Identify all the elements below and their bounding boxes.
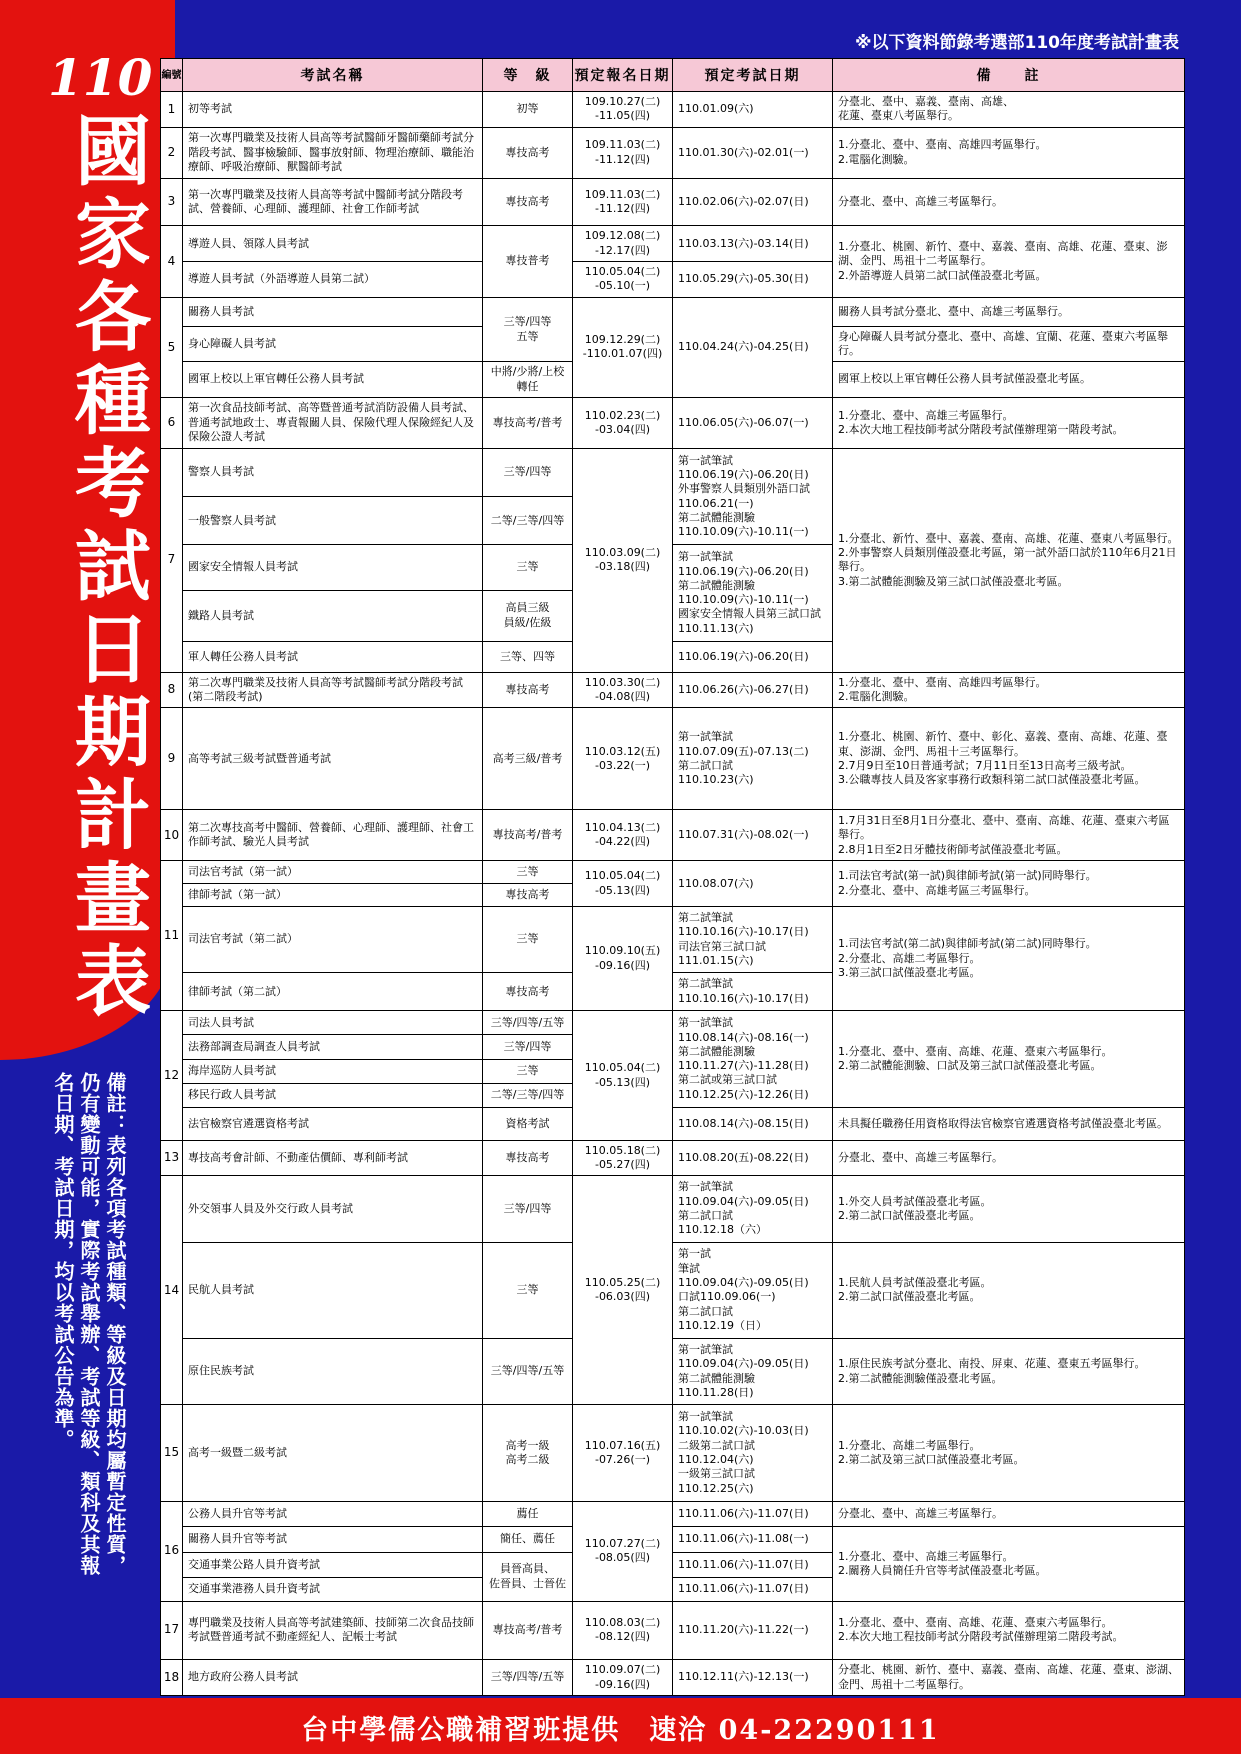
cell-name: 第二次專門職業及技術人員高等考試醫師考試分階段考試(第二階段考試)	[183, 672, 483, 708]
cell-name: 高考一級暨二級考試	[183, 1405, 483, 1502]
cell-name: 第一次專門職業及技術人員高等考試醫師牙醫師藥師考試分階段考試、醫事檢驗師、醫事放射師、物理治療師、職能治療師、呼吸治療師、獸醫師考試	[183, 127, 483, 178]
cell-reg: 110.03.12(五) -03.22(一)	[573, 708, 673, 810]
table-row	[161, 672, 1185, 708]
cell-reg: 110.08.03(二) -08.12(四)	[573, 1601, 673, 1659]
cell-note: 1.分臺北、桃園、新竹、臺中、彰化、嘉義、臺南、高雄、花蓮、臺東、澎湖、金門、馬祖十三考區舉行。 2.7月9日至10日普通考試；7月11日至13日高考三級考試。 3.公職專技人員及客家事務行政類科第二試口試僅設臺北考區。	[833, 708, 1185, 810]
table-row	[161, 226, 1185, 262]
cell-level: 三等、四等	[483, 641, 573, 672]
cell-level: 專技高考/普考	[483, 810, 573, 861]
source-note: ※以下資料節錄考選部110年度考試計畫表	[854, 33, 1179, 53]
cell-reg: 110.07.27(二) -08.05(四)	[573, 1501, 673, 1601]
cell-level: 三等	[483, 861, 573, 883]
cell-no: 14	[161, 1176, 183, 1405]
cell-name: 地方政府公務人員考試	[183, 1660, 483, 1696]
cell-name: 律師考試（第一試）	[183, 883, 483, 906]
cell-name: 警察人員考試	[183, 448, 483, 496]
cell-exam: 第一試筆試 110.07.09(五)-07.13(二) 第二試口試 110.10.23(六)	[673, 708, 833, 810]
table-row	[161, 178, 1185, 226]
cell-note: 1.分臺北、高雄二考區舉行。 2.第二試及第三試口試僅設臺北考區。	[833, 1405, 1185, 1502]
cell-no: 11	[161, 861, 183, 1011]
cell-exam: 第一試筆試 110.10.02(六)-10.03(日) 二級第二試口試 110.12.04(六) 一級第三試口試 110.12.25(六)	[673, 1405, 833, 1502]
cell-note: 1.外交人員考試僅設臺北考區。 2.第二試口試僅設臺北考區。	[833, 1176, 1185, 1242]
cell-level: 二等/三等/四等	[483, 497, 573, 545]
cell-no: 1	[161, 92, 183, 128]
cell-level: 專技高考	[483, 1140, 573, 1176]
cell-reg: 109.10.27(二) -11.05(四)	[573, 92, 673, 128]
cell-level: 專技高考	[483, 127, 573, 178]
cell-note: 1.司法官考試(第二試)與律師考試(第二試)同時舉行。 2.分臺北、高雄二考區舉行。 3.第三試口試僅設臺北考區。	[833, 907, 1185, 1011]
cell-name: 一般警察人員考試	[183, 497, 483, 545]
cell-level: 初等	[483, 92, 573, 128]
cell-exam: 第二試筆試 110.10.16(六)-10.17(日) 司法官第三試口試 111.01.15(六)	[673, 907, 833, 973]
header-exam-date: 預定考試日期	[673, 59, 833, 92]
schedule-panel	[160, 58, 1184, 1696]
cell-name: 交通事業港務人員升資考試	[183, 1578, 483, 1601]
cell-name: 外交領事人員及外交行政人員考試	[183, 1176, 483, 1242]
cell-level: 二等/三等/四等	[483, 1083, 573, 1107]
cell-exam: 110.08.07(六)	[673, 861, 833, 907]
cell-level: 專技高考	[483, 973, 573, 1011]
cell-note: 國軍上校以上軍官轉任公務人員考試僅設臺北考區。	[833, 362, 1185, 398]
cell-name: 法官檢察官遴選資格考試	[183, 1107, 483, 1140]
table-row	[161, 1339, 1185, 1405]
cell-no: 5	[161, 297, 183, 397]
cell-name: 第一次專門職業及技術人員高等考試中醫師考試分階段考試、營養師、心理師、護理師、社會工作師考試	[183, 178, 483, 226]
cell-note: 未具擬任職務任用資格取得法官檢察官遴選資格考試僅設臺北考區。	[833, 1107, 1185, 1140]
cell-level: 三等/四等/五等	[483, 1339, 573, 1405]
cell-reg: 110.02.23(二) -03.04(四)	[573, 397, 673, 448]
table-row	[161, 1405, 1185, 1502]
cell-level: 三等/四等/五等	[483, 1011, 573, 1035]
cell-level: 三等/四等 五等	[483, 297, 573, 361]
cell-exam: 第一試 筆試110.09.04(六)-09.05(日) 口試110.09.06(一) 第二試口試 110.12.19（日）	[673, 1242, 833, 1339]
cell-name: 司法官考試（第一試）	[183, 861, 483, 883]
cell-no: 18	[161, 1660, 183, 1696]
exam-schedule-table	[160, 58, 1185, 1696]
cell-note: 分臺北、臺中、高雄三考區舉行。	[833, 1501, 1185, 1527]
cell-name: 國家安全情報人員考試	[183, 545, 483, 590]
table-row	[161, 1601, 1185, 1659]
cell-exam: 第二試筆試 110.10.16(六)-10.17(日)	[673, 973, 833, 1011]
cell-name: 海岸巡防人員考試	[183, 1059, 483, 1083]
table-row	[161, 1501, 1185, 1527]
cell-level: 三等	[483, 1059, 573, 1083]
table-row	[161, 1176, 1185, 1242]
cell-name: 交通事業公路人員升資考試	[183, 1552, 483, 1578]
cell-note: 1.分臺北、新竹、臺中、嘉義、臺南、高雄、花蓮、臺東八考區舉行。 2.外事警察人員類別僅設臺北考區，第一試外語口試於110年6月21日舉行。 3.第二試體能測驗及第三試口試僅設臺北考區。	[833, 448, 1185, 672]
cell-level: 專技普考	[483, 226, 573, 297]
cell-exam: 110.04.24(六)-04.25(日)	[673, 297, 833, 397]
cell-level: 高員三級 員級/佐級	[483, 590, 573, 641]
table-row	[161, 708, 1185, 810]
cell-reg: 110.05.04(二) -05.10(一)	[573, 262, 673, 298]
cell-level: 高考三級/普考	[483, 708, 573, 810]
cell-level: 三等/四等	[483, 1035, 573, 1059]
cell-name: 國軍上校以上軍官轉任公務人員考試	[183, 362, 483, 398]
cell-name: 民航人員考試	[183, 1242, 483, 1339]
table-row	[161, 1660, 1185, 1696]
cell-note: 1.分臺北、臺中、臺南、高雄、花蓮、臺東六考區舉行。 2.第二試體能測驗、口試及第三試口試僅設臺北考區。	[833, 1011, 1185, 1107]
table-header-row	[161, 59, 1185, 92]
header-number: 編號	[161, 59, 183, 92]
cell-name: 關務人員升官等考試	[183, 1527, 483, 1553]
cell-exam: 110.06.19(六)-06.20(日)	[673, 641, 833, 672]
cell-note: 分臺北、臺中、嘉義、臺南、高雄、 花蓮、臺東八考區舉行。	[833, 92, 1185, 128]
table-row	[161, 1527, 1185, 1553]
header-registration-date: 預定報名日期	[573, 59, 673, 92]
cell-note: 關務人員考試分臺北、臺中、高雄三考區舉行。	[833, 297, 1185, 326]
cell-exam: 第一試筆試 110.09.04(六)-09.05(日) 第二試口試 110.12.18（六）	[673, 1176, 833, 1242]
header-exam-name: 考試名稱	[183, 59, 483, 92]
cell-note: 1.分臺北、臺中、高雄三考區舉行。 2.關務人員簡任升官等考試僅設臺北考區。	[833, 1527, 1185, 1601]
cell-name: 關務人員考試	[183, 297, 483, 326]
cell-level: 薦任	[483, 1501, 573, 1527]
cell-name: 專技高考會計師、不動產估價師、專利師考試	[183, 1140, 483, 1176]
cell-note: 1.分臺北、臺中、臺南、高雄四考區舉行。 2.電腦化測驗。	[833, 127, 1185, 178]
table-row	[161, 397, 1185, 448]
cell-reg: 109.11.03(二) -11.12(四)	[573, 127, 673, 178]
cell-reg: 110.09.07(二) -09.16(四)	[573, 1660, 673, 1696]
cell-note: 分臺北、臺中、高雄三考區舉行。	[833, 1140, 1185, 1176]
cell-no: 9	[161, 708, 183, 810]
cell-reg: 110.05.04(二) -05.13(四)	[573, 861, 673, 907]
cell-note: 1.司法官考試(第一試)與律師考試(第一試)同時舉行。 2.分臺北、臺中、高雄考區三考區舉行。	[833, 861, 1185, 907]
cell-level: 資格考試	[483, 1107, 573, 1140]
cell-no: 16	[161, 1501, 183, 1601]
cell-exam: 110.08.14(六)-08.15(日)	[673, 1107, 833, 1140]
table-row	[161, 1242, 1185, 1339]
cell-exam: 第一試筆試 110.06.19(六)-06.20(日) 外事警察人員類別外語口試 110.06.21(一) 第二試體能測驗 110.10.09(六)-10.11(一)	[673, 448, 833, 545]
table-row	[161, 127, 1185, 178]
cell-exam: 110.02.06(六)-02.07(日)	[673, 178, 833, 226]
cell-exam: 110.06.05(六)-06.07(一)	[673, 397, 833, 448]
cell-no: 15	[161, 1405, 183, 1502]
cell-exam: 110.06.26(六)-06.27(日)	[673, 672, 833, 708]
cell-exam: 第一試筆試 110.08.14(六)-08.16(一) 第二試體能測驗 110.11.27(六)-11.28(日) 第二試或第三試口試 110.12.25(六)-12.26(日)	[673, 1011, 833, 1107]
cell-name: 原住民族考試	[183, 1339, 483, 1405]
cell-level: 三等	[483, 545, 573, 590]
cell-name: 第一次食品技師考試、高等暨普通考試消防設備人員考試、普通考試地政士、專責報關人員、保險代理人保險經紀人及保險公證人考試	[183, 397, 483, 448]
cell-note: 1.分臺北、臺中、臺南、高雄四考區舉行。 2.電腦化測驗。	[833, 672, 1185, 708]
cell-note: 分臺北、桃園、新竹、臺中、嘉義、臺南、高雄、花蓮、臺東、澎湖、金門、馬祖十二考區舉行。	[833, 1660, 1185, 1696]
cell-level: 專技高考	[483, 672, 573, 708]
table-row	[161, 861, 1185, 883]
cell-level: 員晉高員、 佐晉員、士晉佐	[483, 1552, 573, 1601]
cell-name: 初等考試	[183, 92, 483, 128]
header-remarks: 備 註	[833, 59, 1185, 92]
cell-exam: 110.03.13(六)-03.14(日)	[673, 226, 833, 262]
cell-name: 專門職業及技術人員高等考試建築師、技師第二次食品技師考試暨普通考試不動產經紀人、記帳士考試	[183, 1601, 483, 1659]
cell-name: 法務部調查局調查人員考試	[183, 1035, 483, 1059]
cell-exam: 110.11.20(六)-11.22(一)	[673, 1601, 833, 1659]
cell-exam: 110.07.31(六)-08.02(一)	[673, 810, 833, 861]
cell-name: 律師考試（第二試）	[183, 973, 483, 1011]
page-title: 國家各種考試日期計畫表	[75, 107, 151, 1026]
cell-exam: 第一試筆試 110.06.19(六)-06.20(日) 第二試體能測驗 110.10.09(六)-10.11(一) 國家安全情報人員第三試口試 110.11.13(六)	[673, 545, 833, 642]
cell-name: 移民行政人員考試	[183, 1083, 483, 1107]
cell-level: 三等	[483, 1242, 573, 1339]
cell-level: 三等/四等	[483, 448, 573, 496]
cell-level: 三等/四等	[483, 1176, 573, 1242]
cell-name: 第二次專技高考中醫師、營養師、心理師、護理師、社會工作師考試、驗光人員考試	[183, 810, 483, 861]
cell-exam: 第一試筆試 110.09.04(六)-09.05(日) 第二試體能測驗 110.11.28(日)	[673, 1339, 833, 1405]
footer-text: 台中學儒公職補習班提供 速洽 04-22290111	[301, 1715, 940, 1746]
cell-exam: 110.11.06(六)-11.08(一)	[673, 1527, 833, 1553]
cell-exam: 110.12.11(六)-12.13(一)	[673, 1660, 833, 1696]
cell-exam: 110.05.29(六)-05.30(日)	[673, 262, 833, 298]
cell-name: 軍人轉任公務人員考試	[183, 641, 483, 672]
cell-name: 司法人員考試	[183, 1011, 483, 1035]
cell-exam: 110.11.06(六)-11.07(日)	[673, 1552, 833, 1578]
cell-level: 中將/少將/上校 轉任	[483, 362, 573, 398]
cell-reg: 110.04.13(二) -04.22(四)	[573, 810, 673, 861]
table-row	[161, 1107, 1185, 1140]
table-row	[161, 1011, 1185, 1035]
cell-level: 專技高考	[483, 178, 573, 226]
table-row	[161, 92, 1185, 128]
cell-exam: 110.11.06(六)-11.07(日)	[673, 1578, 833, 1601]
cell-no: 13	[161, 1140, 183, 1176]
cell-reg: 109.11.03(二) -11.12(四)	[573, 178, 673, 226]
cell-note: 1.7月31日至8月1日分臺北、臺中、臺南、高雄、花蓮、臺東六考區舉行。 2.8月1日至2日牙體技術師考試僅設臺北考區。	[833, 810, 1185, 861]
cell-exam: 110.08.20(五)-08.22(日)	[673, 1140, 833, 1176]
table-row	[161, 448, 1185, 496]
cell-exam: 110.11.06(六)-11.07(日)	[673, 1501, 833, 1527]
table-row	[161, 907, 1185, 973]
header-level: 等 級	[483, 59, 573, 92]
cell-exam: 110.01.30(六)-02.01(一)	[673, 127, 833, 178]
cell-note: 1.分臺北、臺中、高雄三考區舉行。 2.本次大地工程技師考試分階段考試僅辦理第一階段考試。	[833, 397, 1185, 448]
cell-no: 3	[161, 178, 183, 226]
table-row	[161, 1140, 1185, 1176]
cell-name: 導遊人員考試（外語導遊人員第二試）	[183, 262, 483, 298]
cell-level: 三等/四等/五等	[483, 1660, 573, 1696]
cell-exam: 110.01.09(六)	[673, 92, 833, 128]
cell-no: 17	[161, 1601, 183, 1659]
cell-name: 司法官考試（第二試）	[183, 907, 483, 973]
cell-no: 7	[161, 448, 183, 672]
cell-reg: 110.05.04(二) -05.13(四)	[573, 1011, 673, 1140]
cell-name: 身心障礙人員考試	[183, 326, 483, 362]
cell-level: 專技高考/普考	[483, 397, 573, 448]
table-row	[161, 297, 1185, 326]
cell-note: 1.民航人員考試僅設臺北考區。 2.第二試口試僅設臺北考區。	[833, 1242, 1185, 1339]
cell-note: 分臺北、臺中、高雄三考區舉行。	[833, 178, 1185, 226]
cell-level: 專技高考	[483, 883, 573, 906]
cell-reg: 110.03.30(二) -04.08(四)	[573, 672, 673, 708]
cell-reg: 109.12.08(二) -12.17(四)	[573, 226, 673, 262]
cell-note: 身心障礙人員考試分臺北、臺中、高雄、宜蘭、花蓮、臺東六考區舉行。	[833, 326, 1185, 362]
cell-no: 2	[161, 127, 183, 178]
cell-no: 8	[161, 672, 183, 708]
memo-note: 備註：表列各項考試種類、等級及日期均屬暫定性質，仍有變動可能，實際考試舉辦、考試等級、類科及其報名日期、考試日期，均以考試公告為準。	[51, 1072, 127, 1576]
cell-level: 簡任、薦任	[483, 1527, 573, 1553]
cell-no: 4	[161, 226, 183, 297]
cell-reg: 110.09.10(五) -09.16(四)	[573, 907, 673, 1011]
cell-reg: 110.05.25(二) -06.03(四)	[573, 1176, 673, 1405]
cell-level: 高考一級 高考二級	[483, 1405, 573, 1502]
cell-name: 高等考試三級考試暨普通考試	[183, 708, 483, 810]
cell-no: 12	[161, 1011, 183, 1140]
cell-level: 專技高考/普考	[483, 1601, 573, 1659]
cell-name: 導遊人員、領隊人員考試	[183, 226, 483, 262]
cell-note: 1.分臺北、桃園、新竹、臺中、嘉義、臺南、高雄、花蓮、臺東、澎湖、金門、馬祖十二考區舉行。 2.外語導遊人員第二試口試僅設臺北考區。	[833, 226, 1185, 297]
cell-reg: 110.03.09(二) -03.18(四)	[573, 448, 673, 672]
cell-reg: 110.05.18(二) -05.27(四)	[573, 1140, 673, 1176]
cell-note: 1.分臺北、臺中、臺南、高雄、花蓮、臺東六考區舉行。 2.本次大地工程技師考試分階段考試僅辦理第二階段考試。	[833, 1601, 1185, 1659]
cell-name: 公務人員升官等考試	[183, 1501, 483, 1527]
cell-reg: 109.12.29(二) -110.01.07(四)	[573, 297, 673, 397]
cell-reg: 110.07.16(五) -07.26(一)	[573, 1405, 673, 1502]
cell-name: 鐵路人員考試	[183, 590, 483, 641]
year-label: 110	[48, 48, 153, 107]
cell-level: 三等	[483, 907, 573, 973]
cell-note: 1.原住民族考試分臺北、南投、屏東、花蓮、臺東五考區舉行。 2.第二試體能測驗僅設臺北考區。	[833, 1339, 1185, 1405]
cell-no: 10	[161, 810, 183, 861]
cell-no: 6	[161, 397, 183, 448]
table-row	[161, 810, 1185, 861]
